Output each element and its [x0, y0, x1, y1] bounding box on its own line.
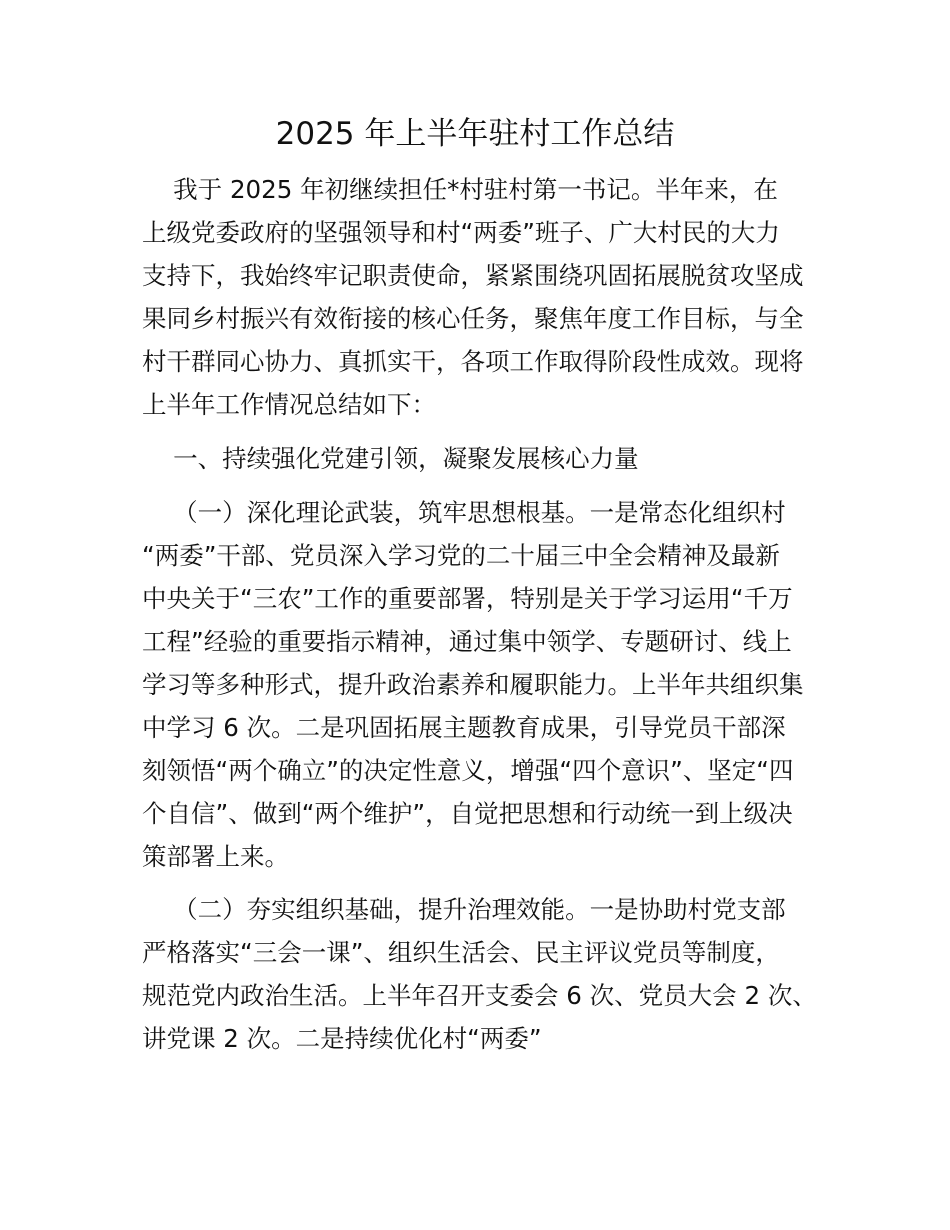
paragraph-line: 支持下，我始终牢记职责使命，紧紧围绕巩固拓展脱贫攻坚成: [142, 261, 804, 290]
paragraph-line: （一）深化理论武装，筑牢思想根基。一是常态化组织村: [142, 498, 786, 527]
paragraph-line: 中央关于“三农”工作的重要部署，特别是关于学习运用“千万: [142, 584, 793, 613]
page-title: 2025 年上半年驻村工作总结: [275, 116, 675, 152]
paragraph-line: “两委”干部、党员深入学习党的二十届三中全会精神及最新: [142, 541, 780, 570]
paragraph-line: 策部署上来。: [142, 842, 289, 871]
paragraph-line: 村干群同心协力、真抓实干，各项工作取得阶段性成效。现将: [142, 347, 804, 376]
paragraph-line: 严格落实“三会一课”、组织生活会、民主评议党员等制度，: [142, 938, 780, 967]
paragraph-line: 学习等多种形式，提升政治素养和履职能力。上半年共组织集: [142, 670, 804, 699]
paragraph-line: 个自信”、做到“两个维护”，自觉把思想和行动统一到上级决: [142, 799, 793, 828]
paragraph-line: 刻领悟“两个确立”的决定性意义，增强“四个意识”、坚定“四: [142, 756, 794, 785]
paragraph-line: 上半年工作情况总结如下：: [142, 390, 436, 419]
paragraph-line: 规范党内政治生活。上半年召开支委会 6 次、党员大会 2 次、: [142, 981, 817, 1010]
paragraph-line: 上级党委政府的坚强领导和村“两委”班子、广大村民的大力: [142, 218, 780, 247]
section-heading: 一、持续强化党建引领，凝聚发展核心力量: [142, 444, 639, 473]
paragraph-line: 我于 2025 年初继续担任*村驻村第一书记。半年来，在: [142, 175, 778, 204]
paragraph-line: 讲党课 2 次。二是持续优化村“两委”: [142, 1024, 542, 1053]
paragraph-line: 果同乡村振兴有效衔接的核心任务，聚焦年度工作目标，与全: [142, 304, 804, 333]
paragraph-line: （二）夯实组织基础，提升治理效能。一是协助村党支部: [142, 895, 786, 924]
paragraph-line: 工程”经验的重要指示精神，通过集中领学、专题研讨、线上: [142, 627, 792, 656]
paragraph-line: 中学习 6 次。二是巩固拓展主题教育成果，引导党员干部深: [142, 713, 786, 742]
